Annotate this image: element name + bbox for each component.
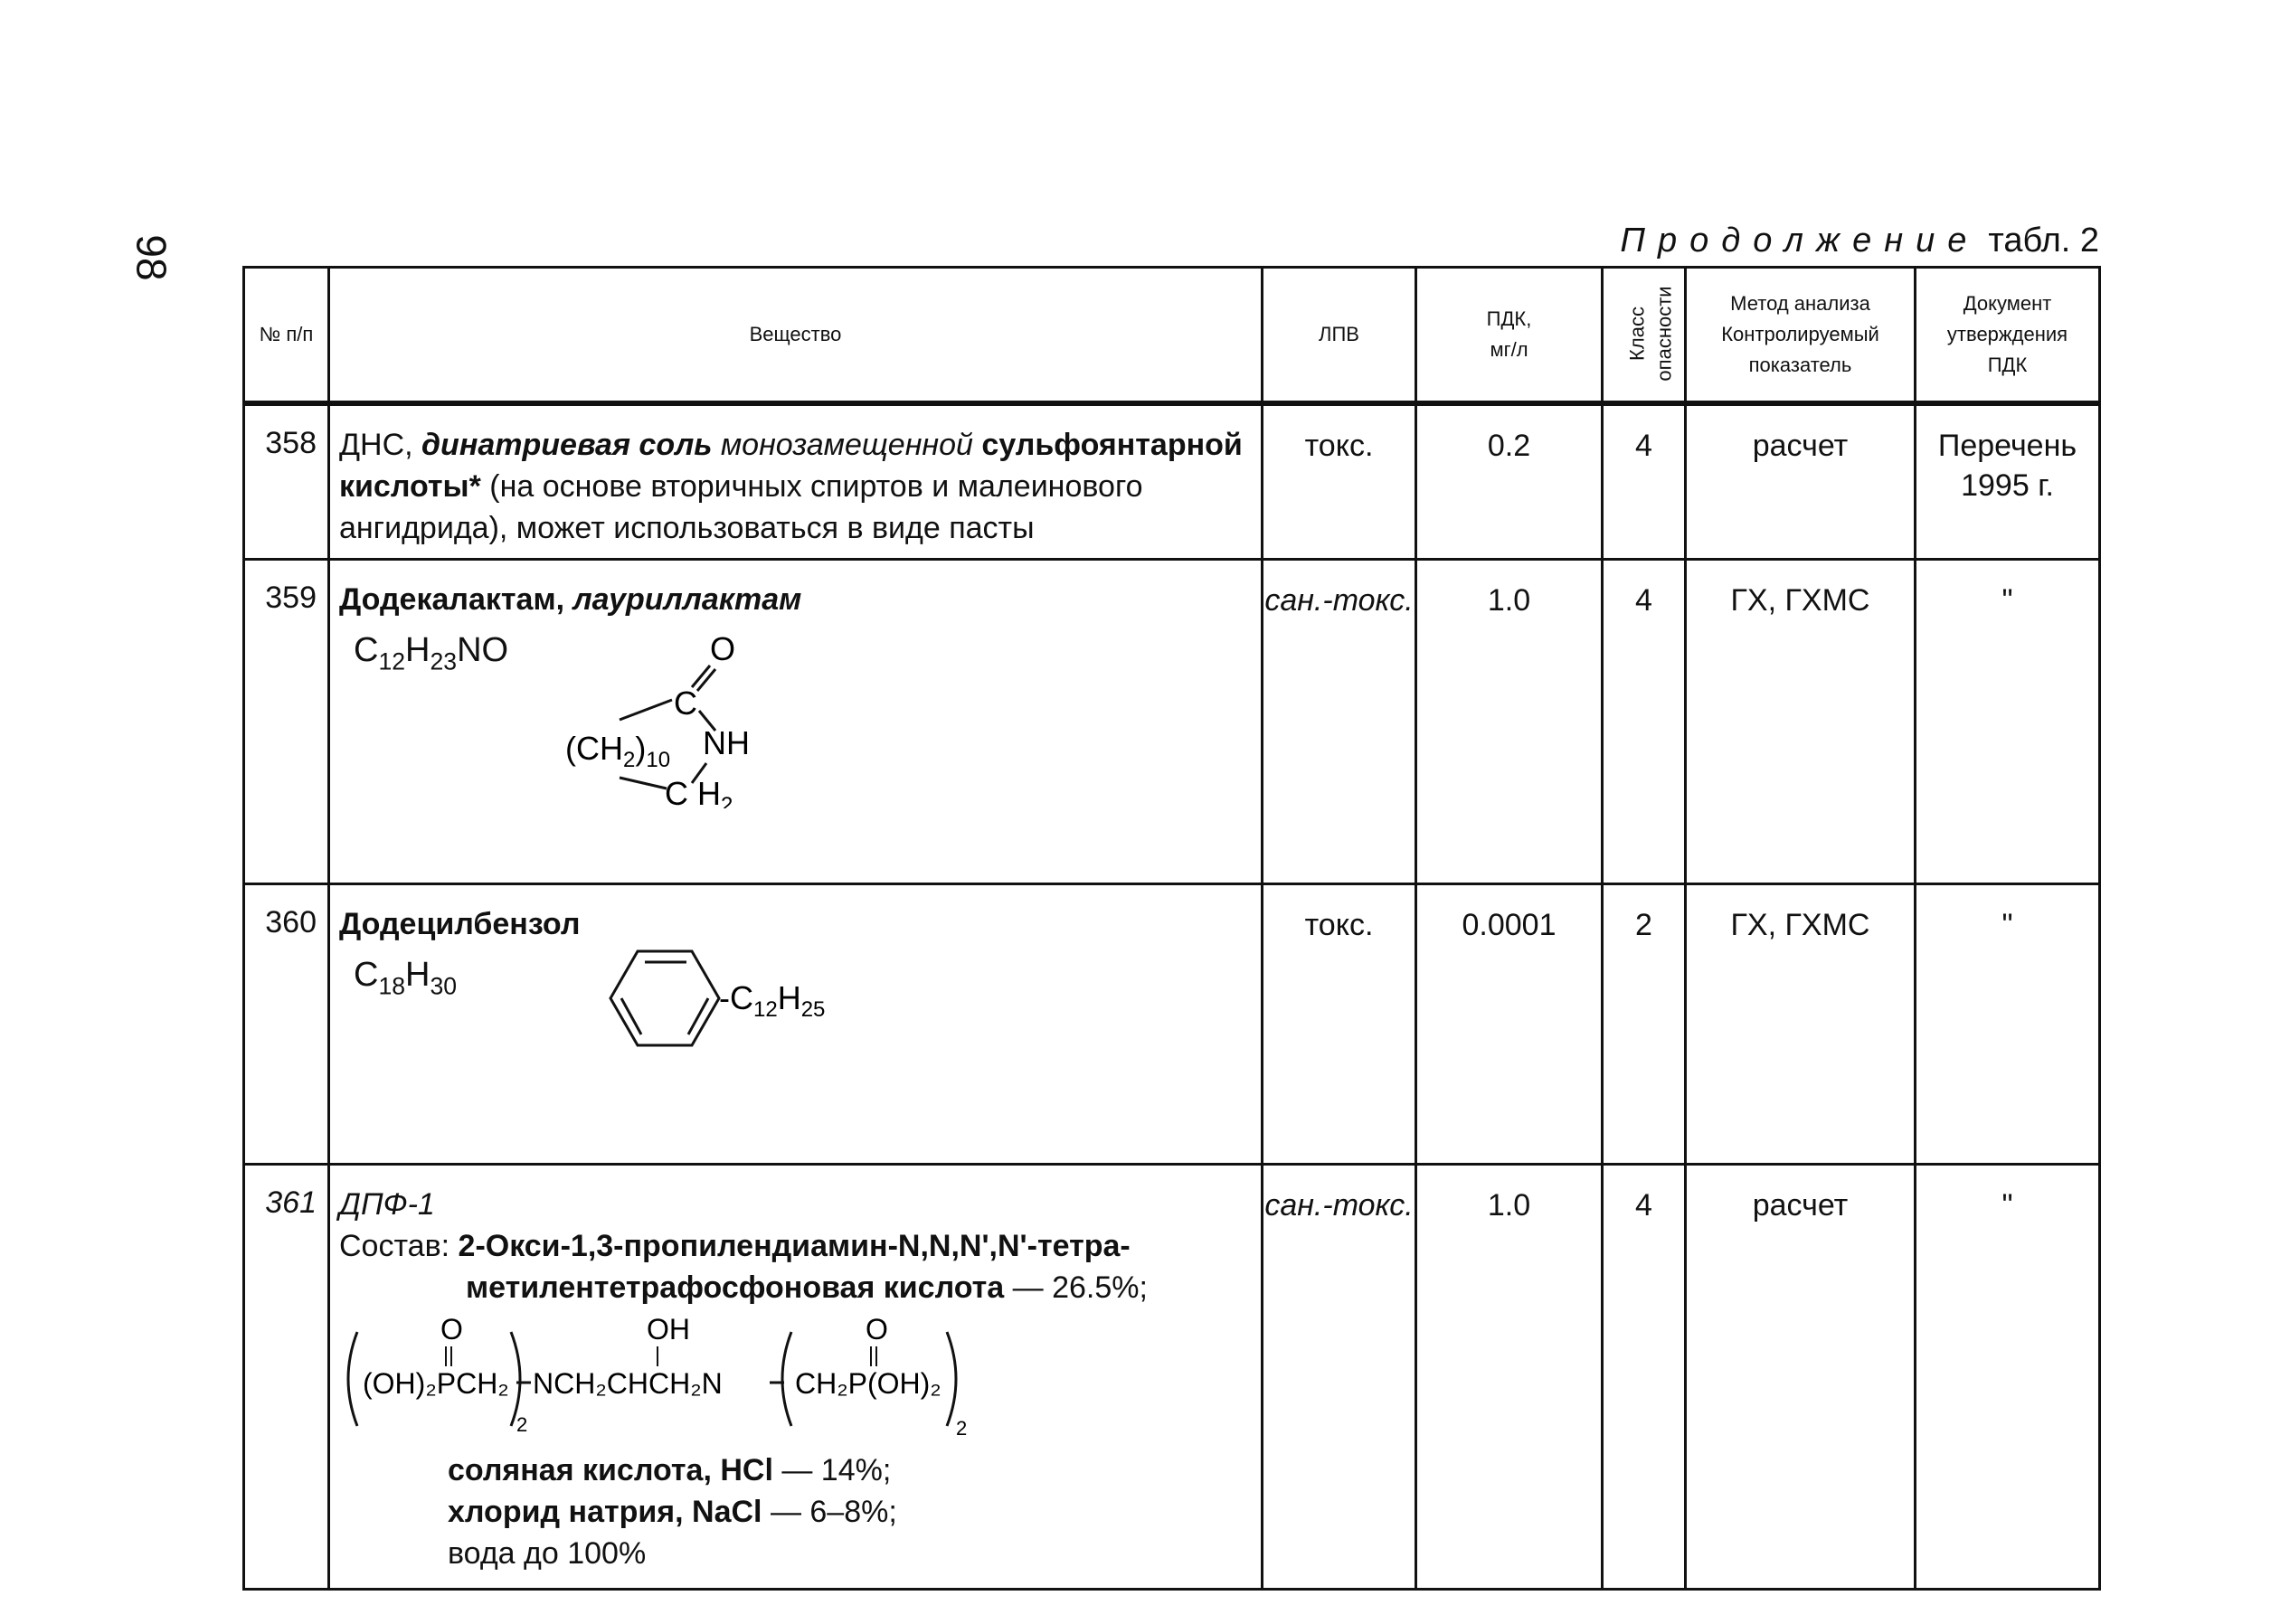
struct-c: C (674, 685, 697, 722)
page-number: 98 (128, 234, 175, 281)
header-doc-line1: Документ (1963, 292, 2052, 315)
row-method: ГХ, ГХМС (1686, 560, 1916, 884)
continuation-caption (1620, 222, 2099, 260)
benzene-double-bond-2 (688, 998, 708, 1034)
struct-oh: OH (647, 1313, 690, 1345)
row-class: 4 (1603, 560, 1686, 884)
struct-paren-left-close (511, 1332, 520, 1426)
lactam-structure (565, 628, 837, 808)
header-method-line3: показатель (1748, 354, 1852, 376)
row-method: ГХ, ГХМС (1686, 884, 1916, 1164)
struct-o: O (710, 630, 736, 668)
struct-bond-upper (620, 700, 672, 720)
row-method: расчет (1686, 403, 1916, 560)
row-lpv: сан.-токс. (1263, 1164, 1416, 1589)
substance-italic: монозамещенной (712, 428, 982, 462)
struct-middle: NCH₂CHCH₂N (533, 1366, 723, 1400)
dpf-structure (339, 1314, 1045, 1449)
struct-left-subscript: 2 (516, 1412, 528, 1436)
row-doc: " (1916, 1164, 2100, 1589)
substance-bold-italic: динатриевая соль (421, 428, 713, 462)
row-doc (1916, 403, 2100, 560)
row-pdk: 0.0001 (1416, 884, 1603, 1164)
substance-name: ДПФ-1 (339, 1186, 435, 1222)
header-num: № п/п (244, 268, 329, 404)
row-doc: " (1916, 884, 2100, 1164)
struct-double-bond-2 (697, 669, 715, 691)
row-pdk: 0.2 (1416, 403, 1603, 560)
row-pdk: 1.0 (1416, 1164, 1603, 1589)
substance-name: Додекалактам, (339, 582, 565, 617)
row-lpv: токс. (1263, 403, 1416, 560)
table-row (244, 560, 2100, 884)
row-lpv: токс. (1263, 884, 1416, 1164)
benzene-substituent: $-C_{12}H_{25}$ (719, 978, 826, 1022)
row-substance (329, 1164, 1263, 1589)
molecular-formula: $C_{12}H_{23}NO$ (354, 631, 509, 675)
row-substance (329, 560, 1263, 884)
substances-table (242, 266, 2101, 1591)
benzene-ring (610, 951, 719, 1045)
table-header-row (244, 268, 2100, 404)
header-pdk-line1: ПДК, (1486, 307, 1532, 330)
struct-bond-lower (620, 778, 667, 788)
header-class-vertical (1624, 286, 1679, 381)
header-method (1686, 268, 1916, 404)
header-lpv: ЛПВ (1263, 268, 1416, 404)
composition-nacl: хлорид натрия, NaCl — 6–8%; (448, 1494, 897, 1529)
header-class-line2: опасности (1652, 286, 1676, 382)
row-doc: " (1916, 560, 2100, 884)
struct-nh: NH (703, 724, 750, 762)
composition-hcl: соляная кислота, HCl — 14%; (448, 1452, 892, 1487)
struct-right-subscript: 2 (956, 1416, 968, 1440)
row-doc-line2: 1995 г. (1961, 468, 2054, 503)
struct-ch2-chain: $(CH_2)_{10}$ (565, 730, 671, 773)
row-substance (329, 403, 1263, 560)
row-num: 360 (244, 884, 329, 1164)
struct-o-left: O (440, 1313, 463, 1345)
header-method-line1: Метод анализа (1730, 292, 1870, 315)
row-num: 361 (244, 1164, 329, 1589)
benzene-structure (592, 933, 891, 1069)
continuation-table-ref: табл. 2 (1988, 222, 2099, 260)
row-substance (329, 884, 1263, 1164)
substance-name: Додецилбензол (339, 907, 581, 942)
header-method-line2: Контролируемый (1721, 323, 1879, 345)
row-lpv: сан.-токс. (1263, 560, 1416, 884)
composition-line1: Состав: 2-Окси-1,3-пропилендиамин-N,N,N',N'-тетра- (339, 1228, 1131, 1263)
substance-note: (на основе вторичных спиртов и малеинового ангидрида), может использоваться в виде пасты (339, 469, 1143, 545)
composition-water: вода до 100% (448, 1535, 647, 1571)
table-row (244, 1164, 2100, 1589)
composition-line2: метилентетрафосфоновая кислота — 26.5%; (466, 1270, 1148, 1305)
row-num: 358 (244, 403, 329, 560)
header-substance: Вещество (329, 268, 1263, 404)
row-class: 4 (1603, 403, 1686, 560)
substance-bold: сульфоянтарной кислоты* (339, 428, 1243, 504)
table-row (244, 884, 2100, 1164)
table-row (244, 403, 2100, 560)
benzene-double-bond-3 (621, 998, 641, 1034)
row-num: 359 (244, 560, 329, 884)
row-class: 4 (1603, 1164, 1686, 1589)
struct-paren-left-open (348, 1332, 357, 1426)
header-doc (1916, 268, 2100, 404)
row-class: 2 (1603, 884, 1686, 1164)
struct-right-group: CH₂P(OH)₂ (795, 1366, 942, 1400)
header-pdk-line2: мг/л (1490, 338, 1528, 361)
continuation-word: Продолжение (1620, 222, 1980, 260)
struct-left-group: (OH)₂PCH₂ (363, 1366, 509, 1400)
substance-abbrev: ДНС, (339, 428, 422, 462)
header-pdk (1416, 268, 1603, 404)
row-doc-line1: Перечень (1937, 429, 2077, 463)
header-doc-line3: ПДК (1987, 354, 2028, 376)
molecular-formula: $C_{18}H_{30}$ (354, 956, 458, 1000)
struct-o-right: O (866, 1313, 888, 1345)
row-pdk: 1.0 (1416, 560, 1603, 884)
row-method: расчет (1686, 1164, 1916, 1589)
substance-synonym: лауриллактам (564, 582, 802, 617)
struct-paren-right-close (947, 1332, 956, 1426)
header-class-line1: Класс (1625, 307, 1649, 361)
header-doc-line2: утверждения (1946, 323, 2068, 345)
struct-paren-right-open (782, 1332, 791, 1426)
header-class (1603, 268, 1686, 404)
struct-bottom-ch2: C $H_2$ (665, 775, 733, 809)
